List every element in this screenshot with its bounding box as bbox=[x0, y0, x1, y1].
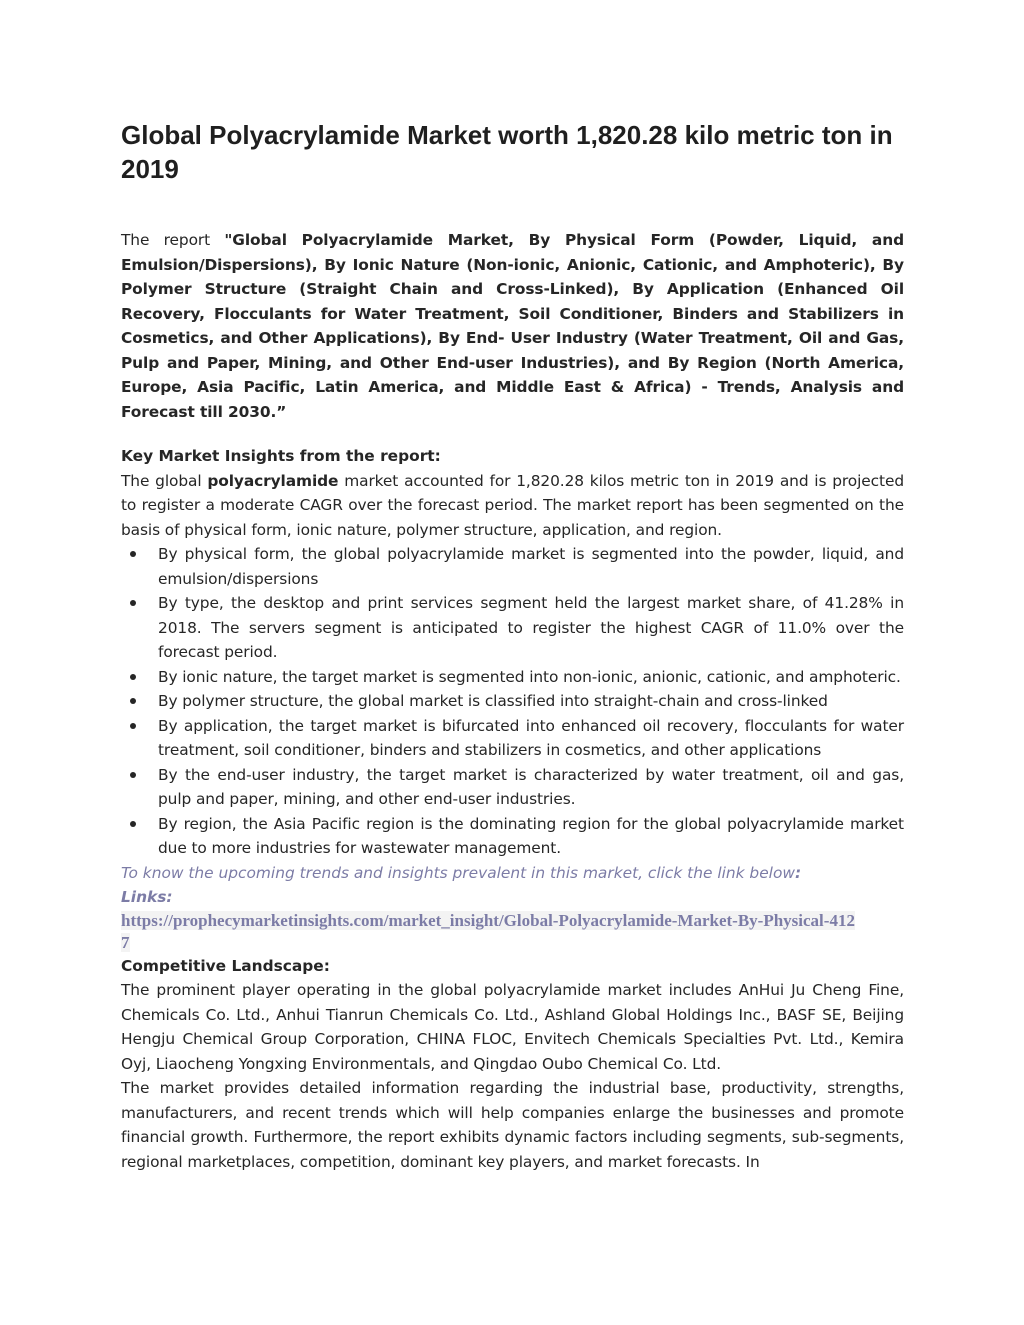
list-item bbox=[121, 665, 904, 690]
bullet-dot-icon bbox=[130, 600, 136, 606]
bullet-text: By the end-user industry, the target market is characterized by water treatment, oil and gas, pulp and paper, mining, and other end-user industries. bbox=[158, 765, 904, 808]
bullet-text: By application, the target market is bifurcated into enhanced oil recovery, flocculants for water treatment, soil conditioner, binders and stabilizers in cosmetics, and other applications bbox=[158, 716, 904, 759]
document-page bbox=[121, 118, 904, 1174]
links-label: Links: bbox=[121, 888, 173, 906]
bullet-text: By region, the Asia Pacific region is the dominating region for the global polyacrylamide market due to more industries for wastewater management. bbox=[158, 814, 904, 857]
bullet-text: By polymer structure, the global market is classified into straight-chain and cross-linked bbox=[158, 692, 828, 710]
insights-text-after: market accounted for 1,820.28 kilos metric ton in 2019 and is projected to register a moderate CAGR over the forecast period. The market report has been segmented on the basis of physical form, ionic nature, polymer structure, application, and region. bbox=[121, 471, 904, 539]
list-item bbox=[121, 689, 904, 714]
intro-lead: The report bbox=[121, 231, 225, 249]
insights-bullet-list bbox=[121, 542, 904, 861]
bullet-text: By ionic nature, the target market is segmented into non-ionic, anionic, cationic, and amphoteric. bbox=[158, 667, 901, 686]
insights-paragraph bbox=[121, 469, 904, 543]
cta-colon: : bbox=[794, 863, 802, 882]
link-container bbox=[121, 910, 856, 954]
bullet-dot-icon bbox=[130, 551, 136, 557]
cta-text bbox=[121, 861, 904, 886]
bullet-text: By physical form, the global polyacrylamide market is segmented into the powder, liquid, and emulsion/dispersions bbox=[158, 545, 904, 588]
bullet-dot-icon bbox=[130, 723, 136, 729]
list-item bbox=[121, 714, 904, 763]
bullet-dot-icon bbox=[130, 821, 136, 827]
report-title: "Global Polyacrylamide Market, By Physical Form (Powder, Liquid, and Emulsion/Dispersions), By Ionic Nature (Non-ionic, Anionic, Cationic, and Amphoteric), By Polymer Structure (Straight Chain and Cross-Linked), By Application (Enhanced Oil Recovery, Flocculants for Water Treatment, Soil Conditioner, Binders and Stabilizers in Cosmetics, and Other Applications), By End- User Industry (Water Treatment, Oil and Gas, Pulp and Paper, Mining, and Other End-user Industries), and By Region (North America, Europe, Asia Pacific, Latin America, and Middle East & Africa) - Trends, Analysis and Forecast till 2030.” bbox=[121, 231, 904, 421]
insights-keyword: polyacrylamide bbox=[207, 471, 339, 490]
insights-heading: Key Market Insights from the report: bbox=[121, 447, 441, 465]
cta-sentence: To know the upcoming trends and insights prevalent in this market, click the link below bbox=[121, 863, 795, 882]
bullet-dot-icon bbox=[130, 698, 136, 704]
bullet-dot-icon bbox=[130, 772, 136, 778]
competitive-paragraph-1: The prominent player operating in the global polyacrylamide market includes AnHui Ju Cheng Fine, Chemicals Co. Ltd., Anhui Tianrun Chemicals Co. Ltd., Ashland Global Holdings Inc., BASF SE, Beijing Hengju Chemical Group Corporation, CHINA FLOC, Envitech Chemicals Specialties Pvt. Ltd., Kemira Oyj, Liaocheng Yongxing Environmentals, and Qingdao Oubo Chemical Co. Ltd. bbox=[121, 981, 904, 1073]
list-item bbox=[121, 763, 904, 812]
bullet-text: By type, the desktop and print services segment held the largest market share, of 41.28% in 2018. The servers segment is anticipated to register the highest CAGR of 11.0% over the forecast period. bbox=[158, 594, 904, 661]
list-item bbox=[121, 812, 904, 861]
intro-paragraph bbox=[121, 228, 904, 424]
market-insight-link[interactable]: https://prophecymarketinsights.com/market_insight/Global-Polyacrylamide-Market-By-Physical-4127 bbox=[121, 910, 855, 952]
list-item bbox=[121, 542, 904, 591]
competitive-heading: Competitive Landscape: bbox=[121, 956, 330, 975]
page-title: Global Polyacrylamide Market worth 1,820.28 kilo metric ton in 2019 bbox=[121, 120, 893, 184]
competitive-paragraph-2: The market provides detailed information regarding the industrial base, productivity, strengths, manufacturers, and recent trends which will help companies enlarge the businesses and promote financial growth. Furthermore, the report exhibits dynamic factors including segments, sub-segments, regional marketplaces, competition, dominant key players, and market forecasts. In bbox=[121, 1079, 904, 1171]
insights-text-before: The global bbox=[121, 471, 208, 490]
list-item bbox=[121, 591, 904, 665]
bullet-dot-icon bbox=[130, 674, 136, 680]
